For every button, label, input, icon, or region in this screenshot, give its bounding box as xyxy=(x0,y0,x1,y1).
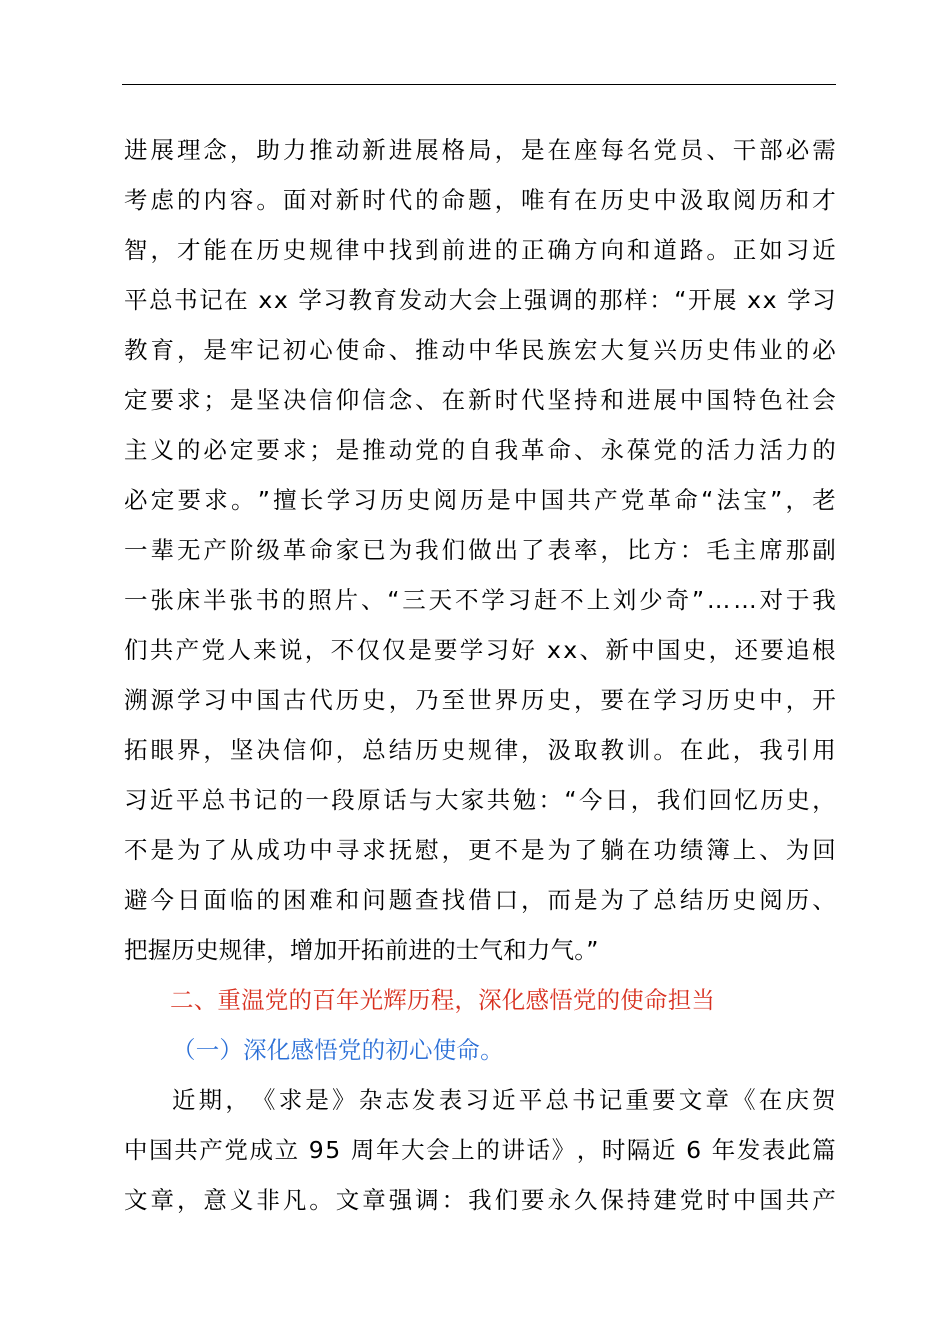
text-line: 平 总 书 记 在 x x 学 习 教 育 发 动 大 会 上 强 调 的 那 样 ： “ 开 展 x x 学 习 xyxy=(124,286,836,314)
text-line: 必 定 要 求 。 ” 擅 长 学 习 历 史 阅 历 是 中 国 共 产 党 革 命 “ 法 宝 ” ， 老 xyxy=(124,486,836,514)
section-heading: 二、重温党的百年光辉历程，深化感悟党的使命担当 xyxy=(170,986,716,1014)
text-line: 一 张 床 半 张 书 的 照 片 、 “ 三 天 不 学 习 赶 不 上 刘 少 奇 ” … … 对 于 我 xyxy=(124,586,836,614)
text-line: 考 虑 的 内 容 。 面 对 新 时 代 的 命 题 ， 唯 有 在 历 史 中 汲 取 阅 历 和 才 xyxy=(124,186,836,214)
subsection-heading: （一）深化感悟党的初心使命。 xyxy=(172,1036,504,1064)
text-line: 习 近 平 总 书 记 的 一 段 原 话 与 大 家 共 勉 ： “ 今 日 ， 我 们 回 忆 历 史 ， xyxy=(124,786,836,814)
text-line: 教 育 ， 是 牢 记 初 心 使 命 、 推 动 中 华 民 族 宏 大 复 兴 历 史 伟 业 的 必 xyxy=(124,336,836,364)
text-line: 主 义 的 必 定 要 求 ； 是 推 动 党 的 自 我 革 命 、 永 葆 党 的 活 力 活 力 的 xyxy=(124,436,836,464)
text-line: 避 今 日 面 临 的 困 难 和 问 题 查 找 借 口 ， 而 是 为 了 总 结 历 史 阅 历 、 xyxy=(124,886,836,914)
document-body xyxy=(124,125,836,1225)
text-line: 进 展 理 念 ， 助 力 推 动 新 进 展 格 局 ， 是 在 座 每 名 党 员 、 干 部 必 需 xyxy=(124,136,836,164)
text-line: 拓 眼 界 ， 坚 决 信 仰 ， 总 结 历 史 规 律 ， 汲 取 教 训 。 在 此 ， 我 引 用 xyxy=(124,736,836,764)
text-line: 把握历史规律，增加开拓前进的士气和力气。” xyxy=(124,936,599,964)
text-line: 中 国 共 产 党 成 立 9 5 周 年 大 会 上 的 讲 话 》 ， 时 隔 近 6 年 发 表 此 篇 xyxy=(124,1136,836,1164)
text-line: 们 共 产 党 人 来 说 ， 不 仅 仅 是 要 学 习 好 x x 、 新 中 国 史 ， 还 要 追 根 xyxy=(124,636,836,664)
text-line: 文 章 ， 意 义 非 凡 。 文 章 强 调 ： 我 们 要 永 久 保 持 建 党 时 中 国 共 产 xyxy=(124,1186,836,1214)
text-line: 智 ， 才 能 在 历 史 规 律 中 找 到 前 进 的 正 确 方 向 和 道 路 。 正 如 习 近 xyxy=(124,236,836,264)
text-line: 定 要 求 ； 是 坚 决 信 仰 信 念 、 在 新 时 代 坚 持 和 进 展 中 国 特 色 社 会 xyxy=(124,386,836,414)
text-line: 不 是 为 了 从 成 功 中 寻 求 抚 慰 ， 更 不 是 为 了 躺 在 功 绩 簿 上 、 为 回 xyxy=(124,836,836,864)
header-rule xyxy=(122,84,836,85)
text-line: 近 期 ， 《 求 是 》 杂 志 发 表 习 近 平 总 书 记 重 要 文 章 《 在 庆 贺 xyxy=(172,1086,836,1114)
text-line: 一 辈 无 产 阶 级 革 命 家 已 为 我 们 做 出 了 表 率 ， 比 方 ： 毛 主 席 那 副 xyxy=(124,536,836,564)
text-line: 溯 源 学 习 中 国 古 代 历 史 ， 乃 至 世 界 历 史 ， 要 在 学 习 历 史 中 ， 开 xyxy=(124,686,836,714)
